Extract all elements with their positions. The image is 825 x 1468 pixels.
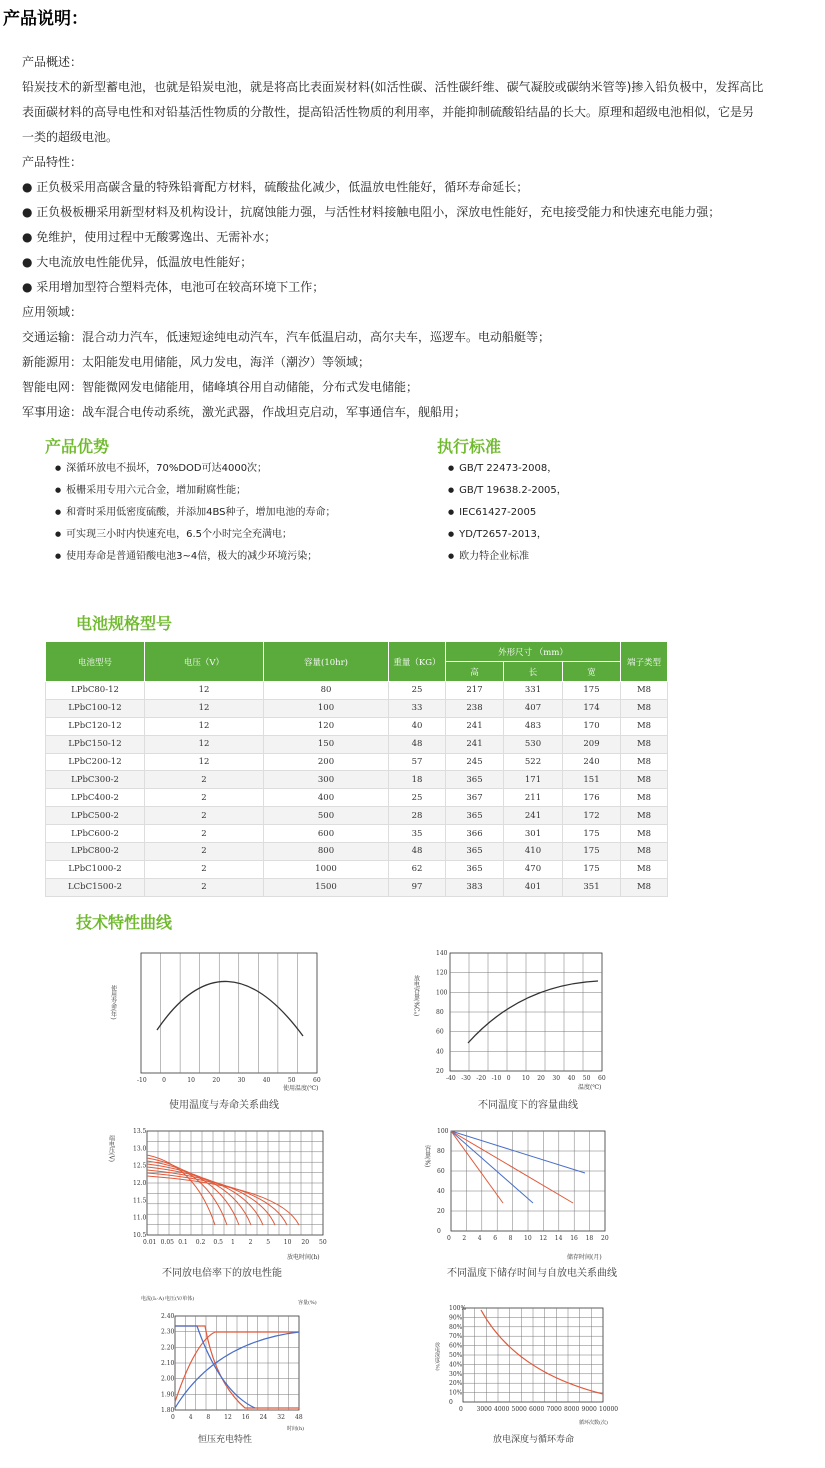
table-cell: 365 — [446, 771, 504, 789]
c5-y2label: 电压(V/单体) — [165, 1296, 195, 1302]
table-cell: M8 — [621, 878, 668, 896]
table-cell: 500 — [264, 807, 389, 825]
tick-label: 20 — [537, 1075, 545, 1082]
c6-ylabel: 放电深度(%) — [434, 1342, 440, 1371]
tick-label: 10 — [187, 1077, 195, 1084]
tick-label: 60% — [449, 1342, 463, 1350]
spec-table-body — [46, 682, 668, 897]
table-cell: M8 — [621, 717, 668, 735]
curves-heading: 技术特性曲线 — [76, 913, 173, 932]
tick-label: 20 — [301, 1239, 310, 1246]
table-cell: 470 — [504, 860, 563, 878]
table-cell: 366 — [446, 825, 504, 843]
tick-label: 60 — [436, 1028, 444, 1036]
advantages-list — [55, 458, 336, 568]
col-model: 电池型号 — [46, 642, 145, 682]
tick-label: 12.0 — [133, 1180, 147, 1187]
table-row — [46, 771, 668, 789]
table-cell: M8 — [621, 807, 668, 825]
table-cell: 241 — [446, 717, 504, 735]
tick-label: 50 — [582, 1075, 591, 1082]
tick-label: 0.2 — [195, 1239, 206, 1246]
advantage-item: ● 深循环放电不损坏，70%DOD可达4000次； — [55, 458, 336, 480]
table-cell: M8 — [621, 699, 668, 717]
self-discharge-line — [451, 1131, 503, 1203]
table-cell: 151 — [563, 771, 621, 789]
table-row — [46, 699, 668, 717]
table-cell: 172 — [563, 807, 621, 825]
tick-label: 9000 — [581, 1406, 597, 1413]
col-voltage: 电压（V） — [145, 642, 264, 682]
tick-label: -10 — [491, 1075, 502, 1082]
table-cell: 331 — [504, 682, 563, 700]
table-cell: 211 — [504, 789, 563, 807]
table-cell: 28 — [389, 807, 446, 825]
table-row — [46, 878, 668, 896]
features-label: 产品特性： — [22, 155, 83, 169]
tick-label: 50 — [287, 1077, 296, 1084]
table-cell: 33 — [389, 699, 446, 717]
table-cell: 217 — [446, 682, 504, 700]
tick-label: 10 — [283, 1239, 292, 1246]
chart-grid — [449, 1305, 618, 1413]
table-cell: LPbC1000-2 — [46, 860, 145, 878]
table-cell: 367 — [446, 789, 504, 807]
tick-label: 0 — [162, 1077, 166, 1084]
advantage-item: ● 可实现三小时内快速充电，6.5个小时完全充满电； — [55, 524, 336, 546]
intro-section — [22, 50, 802, 425]
tick-label: 0.5 — [213, 1239, 223, 1246]
app-item: 智能电网：智能微网发电储能用，储峰填谷用自动储能，分布式发电储能； — [22, 380, 419, 394]
table-cell: LPbC600-2 — [46, 825, 145, 843]
table-cell: 522 — [504, 753, 563, 771]
app-label: 应用领域： — [22, 305, 83, 319]
tick-label: 8 — [206, 1414, 211, 1421]
table-cell: 400 — [264, 789, 389, 807]
tick-label: 1.80 — [161, 1407, 175, 1414]
table-row — [46, 807, 668, 825]
tick-label: 14 — [554, 1235, 563, 1242]
tick-label: 40 — [437, 1188, 445, 1195]
tick-label: 12.5 — [133, 1162, 147, 1170]
table-cell: 600 — [264, 825, 389, 843]
chart-temp-capacity — [410, 945, 620, 1093]
table-cell: M8 — [621, 843, 668, 861]
table-row — [46, 753, 668, 771]
c6-xlabel: 循环次数(次) — [579, 1420, 608, 1426]
table-row — [46, 789, 668, 807]
advantage-item: ● 和膏时采用低密度硫酸，并添加4BS种子，增加电池的寿命； — [55, 502, 336, 524]
tick-label: 20% — [449, 1380, 463, 1388]
tick-label: 5000 — [511, 1406, 527, 1413]
tick-label: 7000 — [546, 1406, 562, 1413]
col-capacity: 容量(10hr) — [264, 642, 389, 682]
table-cell: 301 — [504, 825, 563, 843]
tick-label: 80 — [436, 1009, 444, 1016]
tick-label: 0.05 — [160, 1239, 174, 1246]
table-cell: 365 — [446, 860, 504, 878]
tick-label: 1 — [231, 1239, 235, 1246]
table-cell: 1500 — [264, 878, 389, 896]
tick-label: 3000 — [476, 1406, 492, 1413]
tick-label: 0 — [447, 1235, 451, 1242]
tick-label: 0 — [437, 1228, 441, 1235]
app-item: 新能源用：太阳能发电用储能，风力发电，海洋（潮汐）等领域； — [22, 355, 371, 369]
tick-label: 16 — [570, 1235, 578, 1242]
table-cell: 241 — [446, 735, 504, 753]
table-row — [46, 860, 668, 878]
c1-caption: 使用温度与寿命关系曲线 — [169, 1100, 279, 1111]
col-h: 高 — [446, 662, 504, 682]
table-cell: 12 — [145, 682, 264, 700]
table-cell: 174 — [563, 699, 621, 717]
table-row — [46, 825, 668, 843]
c3-xlabel: 放电时间(h) — [287, 1254, 320, 1261]
table-cell: 365 — [446, 843, 504, 861]
discharge-curve — [147, 1176, 299, 1225]
tick-label: 20 — [437, 1208, 445, 1215]
table-cell: LPbC300-2 — [46, 771, 145, 789]
table-cell: 238 — [446, 699, 504, 717]
table-cell: 175 — [563, 825, 621, 843]
tick-label: 4 — [188, 1414, 193, 1421]
table-cell: 12 — [145, 717, 264, 735]
c2-xlabel: 温度(℃) — [578, 1084, 602, 1091]
chart-grid — [436, 950, 606, 1082]
table-cell: 97 — [389, 878, 446, 896]
tick-label: 5 — [266, 1239, 271, 1246]
table-cell: LPbC120-12 — [46, 717, 145, 735]
table-cell: LCbC1500-2 — [46, 878, 145, 896]
table-cell: M8 — [621, 825, 668, 843]
feature-item: ● 免维护，使用过程中无酸雾逸出、无需补水； — [22, 230, 277, 244]
chart-dod-cycles — [435, 1302, 620, 1430]
spec-table — [45, 641, 668, 897]
tick-label: 30% — [449, 1370, 463, 1378]
table-cell: 80 — [264, 682, 389, 700]
tick-label: 32 — [277, 1414, 285, 1421]
table-cell: 200 — [264, 753, 389, 771]
c6-caption: 放电深度与循环寿命 — [493, 1435, 575, 1445]
table-cell: 12 — [145, 735, 264, 753]
discharge-curves — [147, 1155, 299, 1225]
tick-label: 60 — [598, 1075, 606, 1082]
table-cell: 240 — [563, 753, 621, 771]
tick-label: 40 — [262, 1077, 271, 1084]
standard-item: ● GB/T 19638.2-2005， — [448, 480, 567, 502]
table-cell: 12 — [145, 699, 264, 717]
c2-ylabel: 放电容量(%Cₐ) — [412, 975, 420, 1017]
feature-item: ● 正负极板栅采用新型材料及机构设计，抗腐蚀能力强，与活性材料接触电阻小，深放电性能好，充电接受能力和快速充电能力强； — [22, 205, 721, 219]
standards-list — [448, 458, 567, 568]
table-row — [46, 717, 668, 735]
table-cell: 48 — [389, 843, 446, 861]
table-cell: 18 — [389, 771, 446, 789]
chart-cv-charging — [135, 1292, 320, 1432]
table-cell: M8 — [621, 735, 668, 753]
standard-item: ● IEC61427-2005 — [448, 502, 567, 524]
table-cell: 2 — [145, 860, 264, 878]
tick-label: 100 — [436, 989, 448, 997]
c4-caption: 不同温度下储存时间与自放电关系曲线 — [447, 1268, 617, 1279]
tick-label: 20 — [601, 1235, 609, 1242]
plot-frame — [141, 953, 317, 1073]
chart-grid — [161, 1313, 303, 1421]
tick-label: 13.0 — [133, 1145, 147, 1153]
table-cell: LPbC800-2 — [46, 843, 145, 861]
tick-label: 2.30 — [161, 1328, 175, 1336]
feature-item: ● 正负极采用高碳含量的特殊铅膏配方材料，硫酸盐化减少，低温放电性能好，循环寿命延长； — [22, 180, 529, 194]
table-cell: 40 — [389, 717, 446, 735]
overview-line: 铅炭技术的新型蓄电池，也就是铅炭电池，就是将高比表面炭材料(如活性碳、活性碳纤维、碳气凝胶或碳纳米管等)掺入铅负极中，发挥高比 — [22, 80, 764, 94]
tick-label: 40 — [436, 1048, 444, 1056]
table-cell: M8 — [621, 682, 668, 700]
table-cell: LPbC500-2 — [46, 807, 145, 825]
col-dims: 外形尺寸 （mm） — [446, 642, 621, 662]
tick-label: 30 — [237, 1077, 246, 1084]
tick-label: 2.20 — [161, 1344, 175, 1352]
tick-label: 8000 — [564, 1406, 580, 1413]
table-cell: LPbC200-12 — [46, 753, 145, 771]
overview-label: 产品概述： — [22, 55, 83, 69]
tick-label: 140 — [436, 950, 448, 957]
table-cell: 407 — [504, 699, 563, 717]
self-discharge-line — [451, 1131, 585, 1173]
tick-label: 2 — [462, 1235, 467, 1242]
chart-discharge-rate — [105, 1125, 330, 1265]
spec-heading: 电池规格型号 — [76, 614, 173, 633]
table-cell: 2 — [145, 807, 264, 825]
standard-item: ● YD/T2657-2013， — [448, 524, 567, 546]
table-cell: 2 — [145, 843, 264, 861]
tick-label: 0 — [459, 1406, 463, 1413]
app-item: 交通运输：混合动力汽车，低速短途纯电动汽车，汽车低温启动，高尔夫车，巡逻车。电动船艇等； — [22, 330, 551, 344]
tick-label: 4000 — [494, 1406, 510, 1413]
tick-label: 13.5 — [133, 1128, 147, 1135]
overview-line: 表面碳材料的高导电性和对铅基活性物质的分散性，提高铅活性物质的利用率，并能抑制硫酸铅结晶的长大。原理和超级电池相似，它是另 — [22, 105, 755, 119]
tick-label: 0 — [171, 1414, 175, 1421]
table-cell: 209 — [563, 735, 621, 753]
tick-label: 100 — [437, 1128, 449, 1135]
current-curve-2 — [175, 1326, 255, 1408]
table-cell: 175 — [563, 682, 621, 700]
table-cell: 170 — [563, 717, 621, 735]
table-cell: 800 — [264, 843, 389, 861]
table-cell: 383 — [446, 878, 504, 896]
advantage-item: ● 板栅采用专用六元合金，增加耐腐性能； — [55, 480, 336, 502]
table-cell: LPbC100-12 — [46, 699, 145, 717]
table-cell: 351 — [563, 878, 621, 896]
feature-item: ● 大电流放电性能优异，低温放电性能好； — [22, 255, 253, 269]
c5-y3label: 容量(%) — [298, 1300, 317, 1306]
table-cell: M8 — [621, 753, 668, 771]
col-w: 宽 — [563, 662, 621, 682]
tick-label: 40 — [567, 1075, 576, 1082]
tick-label: 30 — [552, 1075, 561, 1082]
col-terminal: 端子类型 — [621, 642, 668, 682]
tick-label: 50% — [449, 1352, 463, 1359]
table-cell: 150 — [264, 735, 389, 753]
standards-heading: 执行标准 — [437, 437, 502, 456]
tick-label: 6000 — [529, 1406, 545, 1413]
table-cell: 12 — [145, 753, 264, 771]
tick-label: 100% — [449, 1305, 467, 1312]
tick-label: 18 — [585, 1235, 594, 1242]
table-cell: 300 — [264, 771, 389, 789]
table-cell: 25 — [389, 789, 446, 807]
table-row — [46, 735, 668, 753]
tick-label: 0 — [506, 1075, 511, 1082]
tick-label: 80% — [449, 1323, 463, 1331]
tick-label: 2.00 — [161, 1375, 175, 1383]
table-cell: 48 — [389, 735, 446, 753]
standard-item: ● 欧力特企业标准 — [448, 546, 567, 568]
table-cell: 2 — [145, 878, 264, 896]
tick-label: 120 — [436, 969, 448, 977]
table-cell: 57 — [389, 753, 446, 771]
table-cell: 25 — [389, 682, 446, 700]
table-row — [46, 682, 668, 700]
tick-label: 10 — [524, 1235, 532, 1242]
c3-ylabel: 端电压(V) — [107, 1135, 115, 1163]
feature-item: ● 采用增加型符合塑料壳体，电池可在较高环境下工作； — [22, 280, 325, 294]
table-cell: 2 — [145, 771, 264, 789]
c1-xlabel: 使用温度(℃) — [283, 1085, 319, 1092]
table-cell: 365 — [446, 807, 504, 825]
tick-label: 2.10 — [161, 1360, 175, 1367]
tick-label: 70% — [449, 1333, 463, 1341]
tick-label: 0.01 — [143, 1239, 157, 1246]
table-cell: 62 — [389, 860, 446, 878]
self-discharge-lines — [451, 1131, 585, 1203]
c3-caption: 不同放电倍率下的放电性能 — [162, 1268, 282, 1279]
tick-label: 10.5 — [133, 1232, 147, 1239]
tick-label: -30 — [461, 1075, 471, 1082]
chart-grid — [437, 1128, 609, 1242]
table-cell: 171 — [504, 771, 563, 789]
tick-label: -10 — [137, 1077, 147, 1084]
tick-label: 11.5 — [133, 1197, 147, 1205]
self-discharge-line — [451, 1131, 573, 1203]
tick-label: 10000 — [599, 1406, 619, 1413]
tick-label: 0.1 — [178, 1239, 188, 1246]
tick-label: -40 — [446, 1075, 456, 1082]
table-cell: M8 — [621, 860, 668, 878]
tick-label: 24 — [259, 1414, 268, 1421]
discharge-curve — [147, 1167, 263, 1225]
c5-caption: 恒压充电特性 — [198, 1435, 253, 1445]
table-cell: 530 — [504, 735, 563, 753]
c2-caption: 不同温度下的容量曲线 — [478, 1100, 578, 1111]
dod-curve — [481, 1310, 603, 1394]
table-cell: LPbC80-12 — [46, 682, 145, 700]
advantage-item: ● 使用寿命是普通铅酸电池3~4倍，极大的减少环境污染； — [55, 546, 336, 568]
self-discharge-line — [451, 1131, 533, 1203]
tick-label: 12 — [224, 1414, 232, 1421]
tick-label: 48 — [295, 1414, 303, 1421]
page-title: 产品说明： — [3, 9, 88, 29]
table-cell: M8 — [621, 789, 668, 807]
tick-label: 1.90 — [161, 1391, 175, 1399]
table-cell: 175 — [563, 843, 621, 861]
tick-label: 12 — [539, 1235, 548, 1242]
table-cell: 410 — [504, 843, 563, 861]
table-cell: 245 — [446, 753, 504, 771]
col-weight: 重量（KG） — [389, 642, 446, 682]
table-cell: 483 — [504, 717, 563, 735]
tick-label: 10% — [449, 1389, 463, 1397]
c5-xlabel: 时间(h) — [287, 1426, 305, 1432]
table-cell: 241 — [504, 807, 563, 825]
table-cell: 2 — [145, 825, 264, 843]
table-cell: 401 — [504, 878, 563, 896]
table-cell: 2 — [145, 789, 264, 807]
tick-label: 20 — [436, 1068, 444, 1075]
chart-temp-life — [105, 945, 330, 1093]
tick-label: 11.0 — [133, 1214, 147, 1222]
overview-line: 一类的超级电池。 — [22, 130, 119, 144]
table-cell: 176 — [563, 789, 621, 807]
tick-label: 60 — [313, 1077, 321, 1084]
tick-label: 10 — [522, 1075, 530, 1082]
discharge-curve — [147, 1161, 239, 1225]
tick-label: 90% — [449, 1314, 463, 1322]
tick-label: 20 — [212, 1077, 221, 1084]
tick-label: 40% — [449, 1361, 463, 1369]
table-row — [46, 843, 668, 861]
tick-label: 8 — [508, 1235, 513, 1242]
col-l: 长 — [504, 662, 563, 682]
tick-label: 80 — [437, 1148, 445, 1155]
tick-label: 60 — [437, 1168, 445, 1175]
table-cell: 100 — [264, 699, 389, 717]
table-cell: 175 — [563, 860, 621, 878]
table-cell: 35 — [389, 825, 446, 843]
life-curve — [157, 981, 303, 1036]
c4-xlabel: 储存时间(月) — [567, 1254, 602, 1261]
tick-label: 16 — [241, 1414, 250, 1421]
app-item: 军事用途：战车混合电传动系统，激光武器，作战坦克启动，军事通信车，舰船用； — [22, 405, 467, 419]
table-cell: M8 — [621, 771, 668, 789]
tick-label: 6 — [493, 1235, 498, 1242]
c1-ylabel: 使用寿命(年) — [109, 985, 117, 1020]
c5-y1label: 电流(I₁·A) — [141, 1296, 165, 1302]
chart-self-discharge — [425, 1125, 615, 1265]
table-cell: LPbC150-12 — [46, 735, 145, 753]
table-cell: 1000 — [264, 860, 389, 878]
tick-label: 2 — [248, 1239, 253, 1246]
tick-label: 50 — [319, 1239, 327, 1246]
standard-item: ● GB/T 22473-2008， — [448, 458, 567, 480]
tick-label: 2.40 — [161, 1313, 175, 1320]
table-cell: 120 — [264, 717, 389, 735]
discharge-curve — [147, 1170, 275, 1225]
tick-label: 4 — [477, 1235, 482, 1242]
advantages-heading: 产品优势 — [45, 437, 110, 456]
table-cell: LPbC400-2 — [46, 789, 145, 807]
tick-label: -20 — [476, 1075, 487, 1082]
c4-ylabel: 容量(%) — [423, 1145, 431, 1168]
tick-label: 0 — [449, 1399, 453, 1406]
